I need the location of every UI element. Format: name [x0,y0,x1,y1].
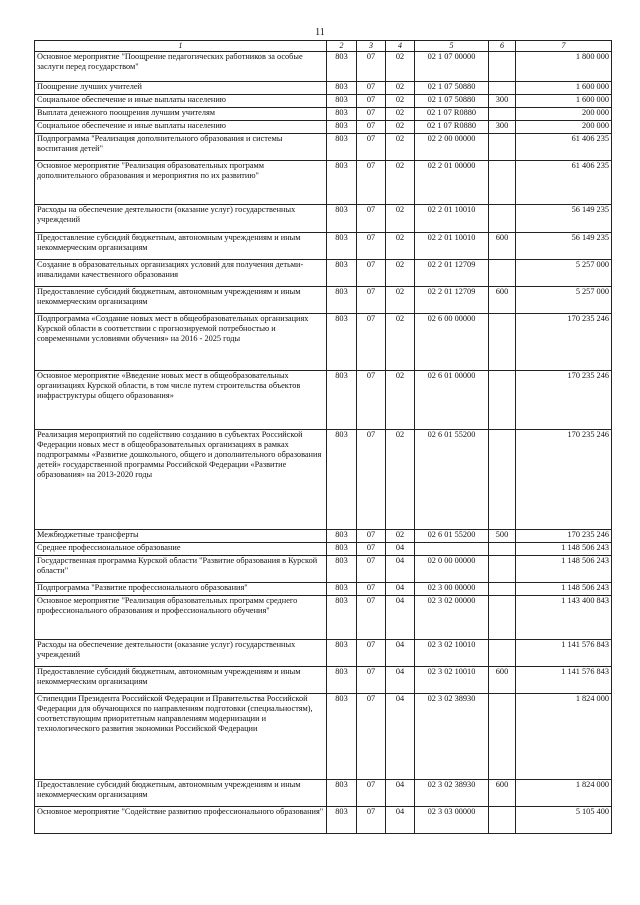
table-row [35,370,612,429]
table-row [35,313,612,370]
expense-type-cell [489,107,516,120]
expense-type-cell [489,806,516,833]
subsection-code-cell: 02 [386,529,415,542]
section-code-cell: 07 [357,666,386,693]
table-row [35,639,612,666]
expense-type-cell [489,582,516,595]
ministry-code-cell: 803 [327,204,357,232]
subsection-code-cell: 02 [386,204,415,232]
ministry-code-cell: 803 [327,160,357,204]
ministry-code-cell: 803 [327,51,357,81]
expense-type-cell [489,51,516,81]
row-name-cell: Подпрограмма "Развитие профессионального образования" [35,582,327,595]
expense-type-cell: 600 [489,666,516,693]
expense-type-cell [489,542,516,555]
row-name-cell: Выплата денежного поощрения лучшим учителям [35,107,327,120]
section-code-cell: 07 [357,286,386,313]
expense-type-cell [489,595,516,639]
amount-cell: 5 257 000 [516,259,612,286]
ministry-code-cell: 803 [327,286,357,313]
expense-type-cell: 600 [489,232,516,259]
subsection-code-cell: 02 [386,286,415,313]
expense-type-cell [489,370,516,429]
amount-cell: 200 000 [516,120,612,133]
subsection-code-cell: 02 [386,120,415,133]
ministry-code-cell: 803 [327,429,357,529]
table-row [35,94,612,107]
table-row [35,204,612,232]
ministry-code-cell: 803 [327,779,357,806]
expense-type-cell [489,429,516,529]
expense-type-cell [489,555,516,582]
subsection-code-cell: 04 [386,595,415,639]
amount-cell: 170 235 246 [516,429,612,529]
amount-cell: 1 148 506 243 [516,582,612,595]
row-name-cell: Межбюджетные трансферты [35,529,327,542]
ministry-code-cell: 803 [327,582,357,595]
row-name-cell: Основное мероприятие "Поощрение педагогических работников за особые заслуги перед государством" [35,51,327,81]
row-name-cell: Поощрение лучших учителей [35,81,327,94]
amount-cell: 5 257 000 [516,286,612,313]
ministry-code-cell: 803 [327,693,357,779]
amount-cell: 200 000 [516,107,612,120]
expense-type-cell: 600 [489,286,516,313]
ministry-code-cell: 803 [327,555,357,582]
section-code-cell: 07 [357,133,386,160]
subsection-code-cell: 04 [386,582,415,595]
subsection-code-cell: 04 [386,542,415,555]
table-row [35,666,612,693]
table-row [35,582,612,595]
target-article-cell: 02 1 07 00000 [415,51,489,81]
subsection-code-cell: 02 [386,429,415,529]
target-article-cell: 02 0 00 00000 [415,555,489,582]
subsection-code-cell: 04 [386,693,415,779]
expense-type-cell: 300 [489,120,516,133]
expense-type-cell [489,259,516,286]
table-row [35,120,612,133]
expense-type-cell: 500 [489,529,516,542]
expense-type-cell [489,133,516,160]
ministry-code-cell: 803 [327,370,357,429]
target-article-cell: 02 1 07 R0880 [415,120,489,133]
row-name-cell: Основное мероприятие "Реализация образовательных программ среднего профессионального образования и профессионального обучения" [35,595,327,639]
column-header: 7 [516,41,612,52]
table-row [35,160,612,204]
column-header: 1 [35,41,327,52]
target-article-cell: 02 3 00 00000 [415,582,489,595]
subsection-code-cell: 02 [386,94,415,107]
table-row [35,286,612,313]
amount-cell: 1 141 576 843 [516,639,612,666]
subsection-code-cell: 02 [386,232,415,259]
section-code-cell: 07 [357,693,386,779]
section-code-cell: 07 [357,204,386,232]
row-name-cell: Основное мероприятие "Содействие развитию профессионального образования" [35,806,327,833]
target-article-cell [415,542,489,555]
target-article-cell: 02 2 01 12709 [415,259,489,286]
expense-type-cell: 600 [489,779,516,806]
ministry-code-cell: 803 [327,529,357,542]
subsection-code-cell: 02 [386,133,415,160]
target-article-cell: 02 3 02 10010 [415,639,489,666]
amount-cell: 170 235 246 [516,370,612,429]
column-header: 2 [327,41,357,52]
ministry-code-cell: 803 [327,595,357,639]
table-row [35,133,612,160]
section-code-cell: 07 [357,232,386,259]
subsection-code-cell: 04 [386,555,415,582]
section-code-cell: 07 [357,51,386,81]
table-row [35,81,612,94]
column-header: 4 [386,41,415,52]
target-article-cell: 02 3 02 38930 [415,693,489,779]
table-row [35,693,612,779]
target-article-cell: 02 6 00 00000 [415,313,489,370]
ministry-code-cell: 803 [327,133,357,160]
amount-cell: 1 148 506 243 [516,542,612,555]
row-name-cell: Предоставление субсидий бюджетным, автономным учреждениям и иным некоммерческим организациям [35,286,327,313]
row-name-cell: Основное мероприятие "Реализация образовательных программ дополнительного образования и мероприятия по их развитию" [35,160,327,204]
target-article-cell: 02 1 07 50880 [415,94,489,107]
expense-type-cell: 300 [489,94,516,107]
table-row [35,595,612,639]
ministry-code-cell: 803 [327,542,357,555]
target-article-cell: 02 3 02 10010 [415,666,489,693]
subsection-code-cell: 02 [386,160,415,204]
row-name-cell: Предоставление субсидий бюджетным, автономным учреждениям и иным некоммерческим организациям [35,232,327,259]
subsection-code-cell: 04 [386,639,415,666]
expense-type-cell [489,204,516,232]
section-code-cell: 07 [357,313,386,370]
section-code-cell: 07 [357,94,386,107]
target-article-cell: 02 6 01 55200 [415,529,489,542]
amount-cell: 1 600 000 [516,81,612,94]
table-row [35,779,612,806]
section-code-cell: 07 [357,259,386,286]
row-name-cell: Расходы на обеспечение деятельности (оказание услуг) государственных учреждений [35,204,327,232]
table-row [35,429,612,529]
ministry-code-cell: 803 [327,107,357,120]
ministry-code-cell: 803 [327,666,357,693]
subsection-code-cell: 02 [386,51,415,81]
target-article-cell: 02 6 01 55200 [415,429,489,529]
amount-cell: 1 600 000 [516,94,612,107]
amount-cell: 1 824 000 [516,779,612,806]
section-code-cell: 07 [357,779,386,806]
subsection-code-cell: 02 [386,81,415,94]
subsection-code-cell: 04 [386,779,415,806]
amount-cell: 1 148 506 243 [516,555,612,582]
section-code-cell: 07 [357,582,386,595]
section-code-cell: 07 [357,806,386,833]
page-number: 11 [315,27,325,38]
ministry-code-cell: 803 [327,639,357,666]
target-article-cell: 02 1 07 R0880 [415,107,489,120]
ministry-code-cell: 803 [327,259,357,286]
row-name-cell: Социальное обеспечение и иные выплаты населению [35,94,327,107]
amount-cell: 1 800 000 [516,51,612,81]
row-name-cell: Предоставление субсидий бюджетным, автономным учреждениям и иным некоммерческим организациям [35,779,327,806]
row-name-cell: Социальное обеспечение и иные выплаты населению [35,120,327,133]
expense-type-cell [489,693,516,779]
ministry-code-cell: 803 [327,806,357,833]
ministry-code-cell: 803 [327,94,357,107]
row-name-cell: Подпрограмма "Реализация дополнительного образования и системы воспитания детей" [35,133,327,160]
target-article-cell: 02 2 01 00000 [415,160,489,204]
subsection-code-cell: 02 [386,313,415,370]
amount-cell: 5 105 400 [516,806,612,833]
target-article-cell: 02 3 02 38930 [415,779,489,806]
subsection-code-cell: 02 [386,107,415,120]
row-name-cell: Реализация мероприятий по содействию созданию в субъектах Российской Федерации новых мест в общеобразовательных организациях в рамках подпрограммы «Развитие дошкольного, общего и дополнительного образования детей» государственной программы Российской Федерации «Развитие образования» на 2013-2020 годы [35,429,327,529]
column-header: 3 [357,41,386,52]
row-name-cell: Создание в образовательных организациях условий для получения детьми-инвалидами качественного образования [35,259,327,286]
column-header: 5 [415,41,489,52]
target-article-cell: 02 6 01 00000 [415,370,489,429]
section-code-cell: 07 [357,120,386,133]
ministry-code-cell: 803 [327,313,357,370]
ministry-code-cell: 803 [327,232,357,259]
section-code-cell: 07 [357,370,386,429]
subsection-code-cell: 02 [386,259,415,286]
target-article-cell: 02 3 02 00000 [415,595,489,639]
table-row [35,555,612,582]
ministry-code-cell: 803 [327,120,357,133]
expense-type-cell [489,81,516,94]
row-name-cell: Стипендии Президента Российской Федерации и Правительства Российской Федерации для обучающихся по направлениям подготовки (специальностям), соответствующим приоритетным направлениям модернизации и технологического развития экономики Российской Федерации [35,693,327,779]
subsection-code-cell: 04 [386,806,415,833]
section-code-cell: 07 [357,107,386,120]
budget-table [34,40,612,834]
target-article-cell: 02 1 07 50880 [415,81,489,94]
table-row [35,806,612,833]
row-name-cell: Среднее профессиональное образование [35,542,327,555]
section-code-cell: 07 [357,81,386,94]
expense-type-cell [489,160,516,204]
ministry-code-cell: 803 [327,81,357,94]
table-row [35,232,612,259]
row-name-cell: Основное мероприятие «Введение новых мест в общеобразовательных организациях Курской области, в том числе путем строительства объектов инфраструктуры общего образования» [35,370,327,429]
amount-cell: 170 235 246 [516,529,612,542]
table-row [35,542,612,555]
section-code-cell: 07 [357,542,386,555]
amount-cell: 1 143 400 843 [516,595,612,639]
section-code-cell: 07 [357,160,386,204]
target-article-cell: 02 2 01 10010 [415,232,489,259]
target-article-cell: 02 2 01 10010 [415,204,489,232]
column-header: 6 [489,41,516,52]
expense-type-cell [489,313,516,370]
subsection-code-cell: 02 [386,370,415,429]
row-name-cell: Предоставление субсидий бюджетным, автономным учреждениям и иным некоммерческим организациям [35,666,327,693]
subsection-code-cell: 04 [386,666,415,693]
amount-cell: 56 149 235 [516,204,612,232]
table-row [35,107,612,120]
amount-cell: 1 141 576 843 [516,666,612,693]
amount-cell: 56 149 235 [516,232,612,259]
row-name-cell: Подпрограмма «Создание новых мест в общеобразовательных организациях Курской области в соответствии с прогнозируемой потребностью и современными условиями обучения» на 2016 - 2025 годы [35,313,327,370]
expense-type-cell [489,639,516,666]
table-row [35,51,612,81]
table-row [35,529,612,542]
section-code-cell: 07 [357,639,386,666]
target-article-cell: 02 3 03 00000 [415,806,489,833]
target-article-cell: 02 2 00 00000 [415,133,489,160]
amount-cell: 170 235 246 [516,313,612,370]
target-article-cell: 02 2 01 12709 [415,286,489,313]
row-name-cell: Расходы на обеспечение деятельности (оказание услуг) государственных учреждений [35,639,327,666]
section-code-cell: 07 [357,529,386,542]
amount-cell: 61 406 235 [516,133,612,160]
section-code-cell: 07 [357,595,386,639]
amount-cell: 61 406 235 [516,160,612,204]
section-code-cell: 07 [357,555,386,582]
table-header-row [35,41,612,52]
amount-cell: 1 824 000 [516,693,612,779]
section-code-cell: 07 [357,429,386,529]
table-row [35,259,612,286]
row-name-cell: Государственная программа Курской области "Развитие образования в Курской области" [35,555,327,582]
